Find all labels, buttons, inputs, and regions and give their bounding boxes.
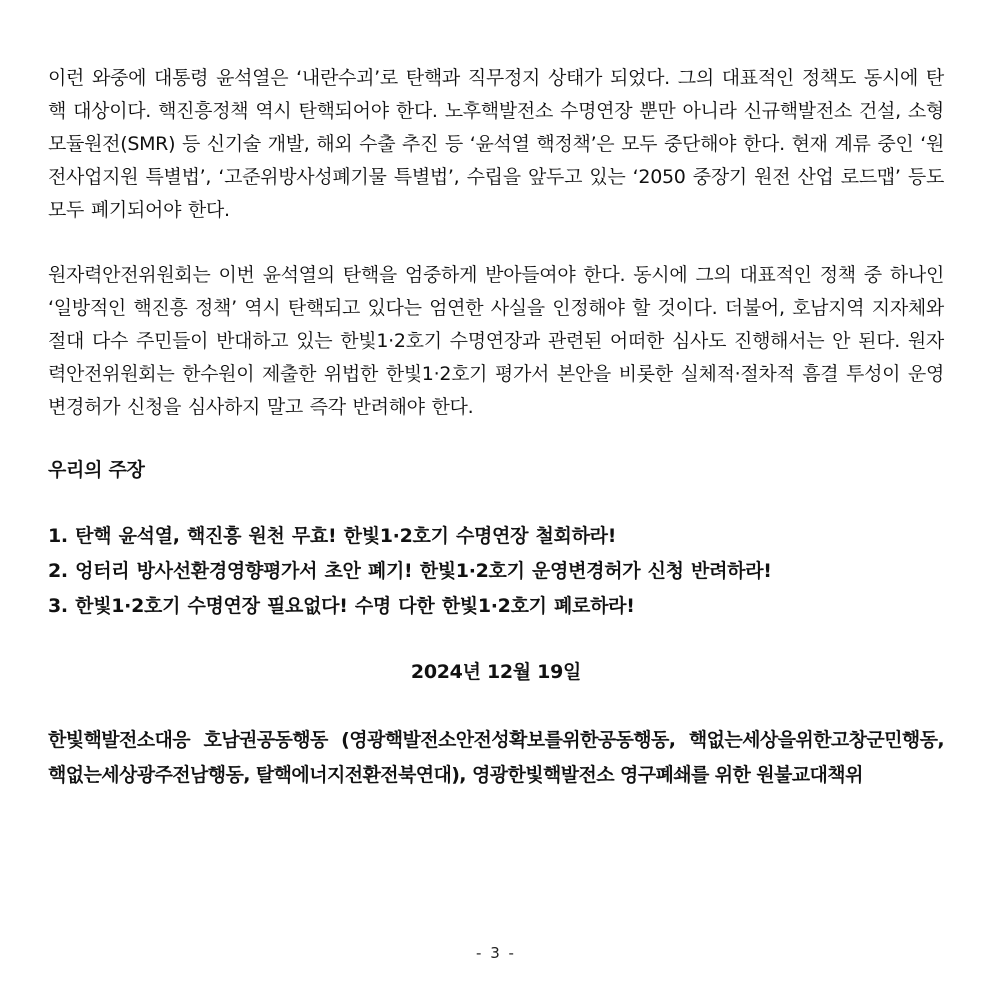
demand-item-1: 1. 탄핵 윤석열, 핵진흥 원천 무효! 한빛1·2호기 수명연장 철회하라! xyxy=(48,525,617,547)
demands-list xyxy=(48,519,944,624)
demand-item-3: 3. 한빛1·2호기 수명연장 필요없다! 수명 다한 한빛1·2호기 폐로하라! xyxy=(48,595,635,617)
section-heading-our-demands: 우리의 주장 xyxy=(48,459,145,481)
demand-item-2: 2. 엉터리 방사선환경영향평가서 초안 폐기! 한빛1·2호기 운영변경허가 신청 반려하라! xyxy=(48,560,772,582)
signatories: 한빛핵발전소대응 호남권공동행동 (영광핵발전소안전성확보를위한공동행동, 핵없는세상을위한고창군민행동, 핵없는세상광주전남행동, 탈핵에너지전환전북연대), 영광한빛핵발전소 영구폐쇄를 위한 원불교대책위 xyxy=(48,729,944,786)
body-paragraph-1: 이런 와중에 대통령 윤석열은 ‘내란수괴’로 탄핵과 직무정지 상태가 되었다. 그의 대표적인 정책도 동시에 탄핵 대상이다. 핵진흥정책 역시 탄핵되어야 한다. 노후핵발전소 수명연장 뿐만 아니라 신규핵발전소 건설, 소형모듈원전(SMR) 등 신기술 개발, 해외 수출 추진 등 ‘윤석열 핵정책’은 모두 중단해야 한다. 현재 계류 중인 ‘원전사업지원 특별법’, ‘고준위방사성폐기물 특별법’, 수립을 앞두고 있는 ‘2050 중장기 원전 산업 로드맵’ 등도 모두 폐기되어야 한다. xyxy=(48,67,944,221)
statement-date: 2024년 12월 19일 xyxy=(410,661,582,683)
document-page xyxy=(48,62,944,793)
body-paragraph-2: 원자력안전위원회는 이번 윤석열의 탄핵을 엄중하게 받아들여야 한다. 동시에 그의 대표적인 정책 중 하나인 ‘일방적인 핵진흥 정책’ 역시 탄핵되고 있다는 엄연한 사실을 인정해야 할 것이다. 더불어, 호남지역 지자체와 절대 다수 주민들이 반대하고 있는 한빛1·2호기 수명연장과 관련된 어떠한 심사도 진행해서는 안 된다. 원자력안전위원회는 한수원이 제출한 위법한 한빛1·2호기 평가서 본안을 비롯한 실체적·절차적 흠결 투성이 운영변경허가 신청을 심사하지 말고 즉각 반려해야 한다. xyxy=(48,264,944,418)
page-number: - 3 - xyxy=(476,944,516,962)
